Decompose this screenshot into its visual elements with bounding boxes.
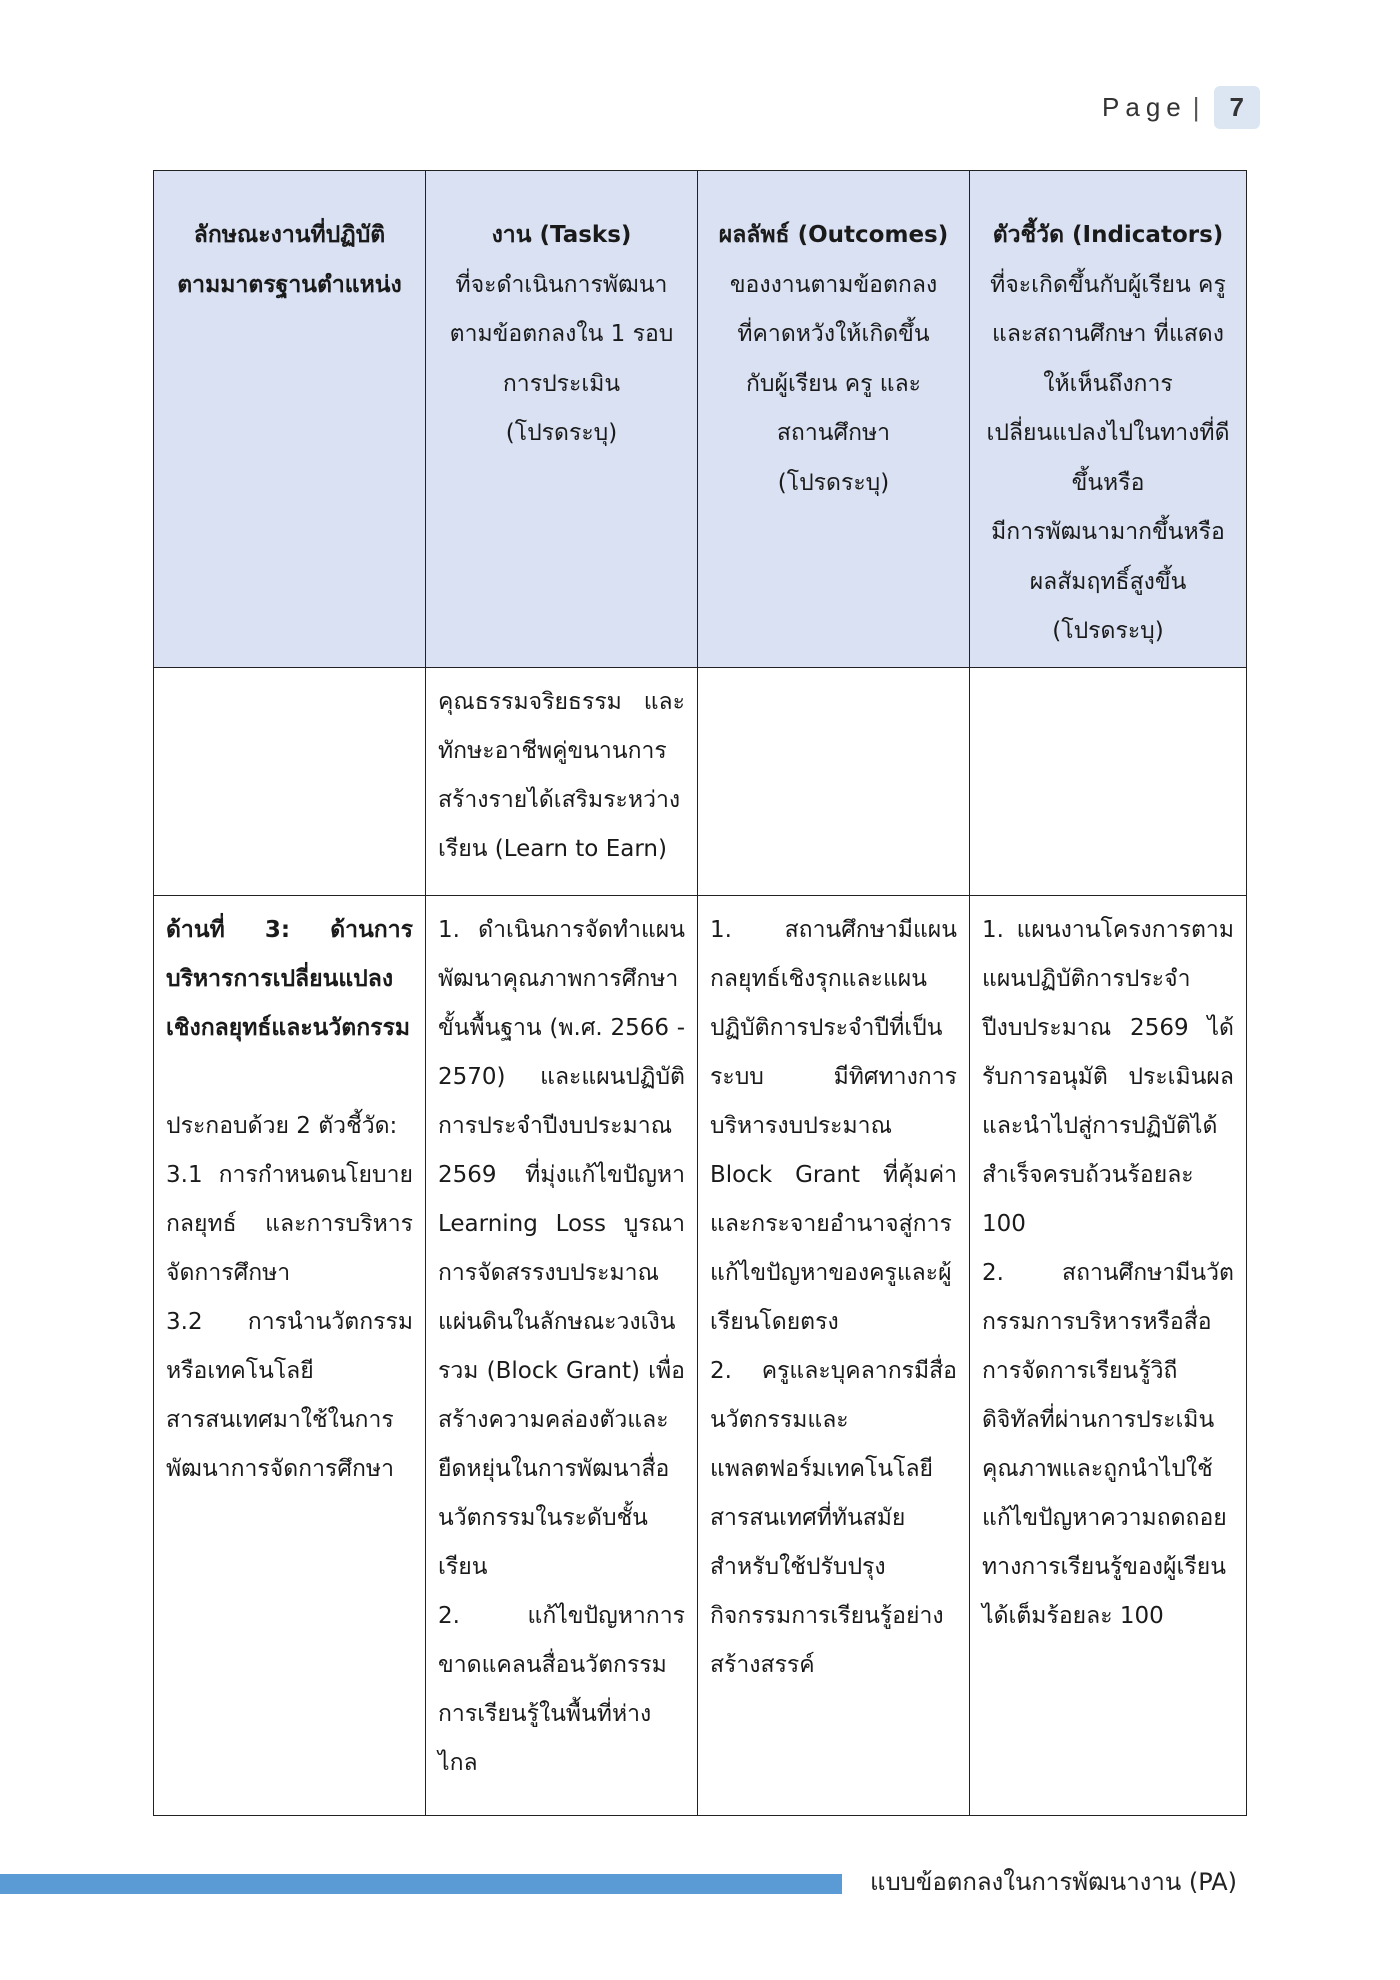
cell-outcomes [698, 895, 970, 1815]
header-line: มีการพัฒนามากขึ้นหรือ [991, 519, 1225, 545]
header-line: เปลี่ยนแปลงไปในทางที่ดี [986, 420, 1230, 446]
header-line: ตามข้อตกลงใน 1 รอบ [449, 321, 674, 347]
header-outcomes [698, 171, 970, 668]
table-header-row [154, 171, 1247, 668]
footer-accent-bar [0, 1874, 842, 1894]
cell-tasks-continued: คุณธรรมจริยธรรม และทักษะอาชีพคู่ขนานการสร้างรายได้เสริมระหว่างเรียน (Learn to Earn) [426, 667, 698, 895]
table-row [154, 895, 1247, 1815]
header-line: ตัวชี้วัด (Indicators) [992, 222, 1224, 248]
header-line: ที่คาดหวังให้เกิดขึ้น [737, 321, 930, 347]
header-line: งาน (Tasks) [491, 222, 632, 248]
header-line: กับผู้เรียน ครู และ [745, 370, 922, 397]
pa-agreement-table [153, 170, 1247, 1816]
outcome-item-2: 2. ครูและบุคลากรมีสื่อนวัตกรรมและแพลตฟอร์มเทคโนโลยีสารสนเทศที่ทันสมัยสำหรับใช้ปรับปรุงกิจกรรมการเรียนรู้อย่างสร้างสรรค์ [710, 1357, 957, 1678]
task-item-2: 2. แก้ไขปัญหาการขาดแคลนสื่อนวัตกรรมการเรียนรู้ในพื้นที่ห่างไกล [438, 1602, 685, 1776]
page-number-badge: 7 [1214, 86, 1260, 129]
task-item-1: 1. ดำเนินการจัดทำแผนพัฒนาคุณภาพการศึกษาขั้นพื้นฐาน (พ.ศ. 2566 - 2570) และแผนปฏิบัติการประจำปีงบประมาณ 2569 ที่มุ่งแก้ไขปัญหา Learning Loss บูรณาการจัดสรรงบประมาณแผ่นดินในลักษณะวงเงินรวม (Block Grant) เพื่อสร้างความคล่องตัวและยืดหยุ่นในการพัฒนาสื่อนวัตกรรมในระดับชั้นเรียน [438, 916, 685, 1580]
header-line: ของงานตามข้อตกลง [729, 271, 938, 298]
header-line: ลักษณะงานที่ปฏิบัติ [193, 222, 386, 248]
cell-empty [698, 667, 970, 895]
cell-tasks [426, 895, 698, 1815]
aspect-indicator-2: 3.2 การนำนวัตกรรมหรือเทคโนโลยีสารสนเทศมาใช้ในการพัฒนาการจัดการศึกษา [166, 1308, 413, 1482]
footer-title: แบบข้อตกลงในการพัฒนางาน (PA) [869, 1868, 1237, 1896]
cell-aspect [154, 895, 426, 1815]
header-job-characteristics [154, 171, 426, 668]
header-line: (โปรดระบุ) [777, 469, 890, 496]
indicator-item-2: 2. สถานศึกษามีนวัตกรรมการบริหารหรือสื่อการจัดการเรียนรู้วิถีดิจิทัลที่ผ่านการประเมินคุณภาพและถูกนำไปใช้แก้ไขปัญหาความถดถอยทางการเรียนรู้ของผู้เรียนได้เต็มร้อยละ 100 [982, 1259, 1234, 1629]
cell-empty [970, 667, 1247, 895]
header-line: ที่จะเกิดขึ้นกับผู้เรียน ครู [990, 271, 1226, 298]
page-separator: | [1192, 92, 1200, 122]
header-line: การประเมิน [502, 370, 621, 397]
header-indicators [970, 171, 1247, 668]
page-header [1102, 86, 1260, 129]
header-tasks [426, 171, 698, 668]
aspect-indicator-1: 3.1 การกำหนดนโยบาย กลยุทธ์ และการบริหารจัดการศึกษา [166, 1161, 413, 1286]
table-row [154, 667, 1247, 895]
header-line: ผลสัมฤทธิ์สูงขึ้น [1029, 568, 1187, 595]
spacer [166, 1053, 413, 1102]
header-line: ผลลัพธ์ (Outcomes) [718, 222, 949, 248]
indicator-item-1: 1. แผนงานโครงการตามแผนปฏิบัติการประจำปีงบประมาณ 2569 ได้รับการอนุมัติ ประเมินผลและนำไปสู่การปฏิบัติได้สำเร็จครบถ้วนร้อยละ 100 [982, 916, 1234, 1237]
outcome-item-1: 1. สถานศึกษามีแผนกลยุทธ์เชิงรุกและแผนปฏิบัติการประจำปีที่เป็นระบบ มีทิศทางการบริหารงบประมาณ Block Grant ที่คุ้มค่าและกระจายอำนาจสู่การแก้ไขปัญหาของครูและผู้เรียนโดยตรง [710, 916, 957, 1335]
cell-indicators [970, 895, 1247, 1815]
aspect-composition: ประกอบด้วย 2 ตัวชี้วัด: [166, 1112, 398, 1139]
header-line: ขึ้นหรือ [1071, 469, 1145, 496]
aspect-title: ด้านที่ 3: ด้านการบริหารการเปลี่ยนแปลงเชิงกลยุทธ์และนวัตกรรม [166, 916, 413, 1041]
header-line: ที่จะดำเนินการพัฒนา [455, 271, 668, 298]
header-line: (โปรดระบุ) [1052, 618, 1164, 644]
cell-empty [154, 667, 426, 895]
header-line: ให้เห็นถึงการ [1043, 370, 1173, 397]
page-label: Page [1102, 92, 1187, 122]
header-line: และสถานศึกษา ที่แสดง [992, 321, 1224, 347]
header-line: สถานศึกษา [776, 420, 891, 446]
header-line: ตามมาตรฐานตำแหน่ง [177, 271, 402, 298]
header-line: (โปรดระบุ) [505, 420, 618, 446]
